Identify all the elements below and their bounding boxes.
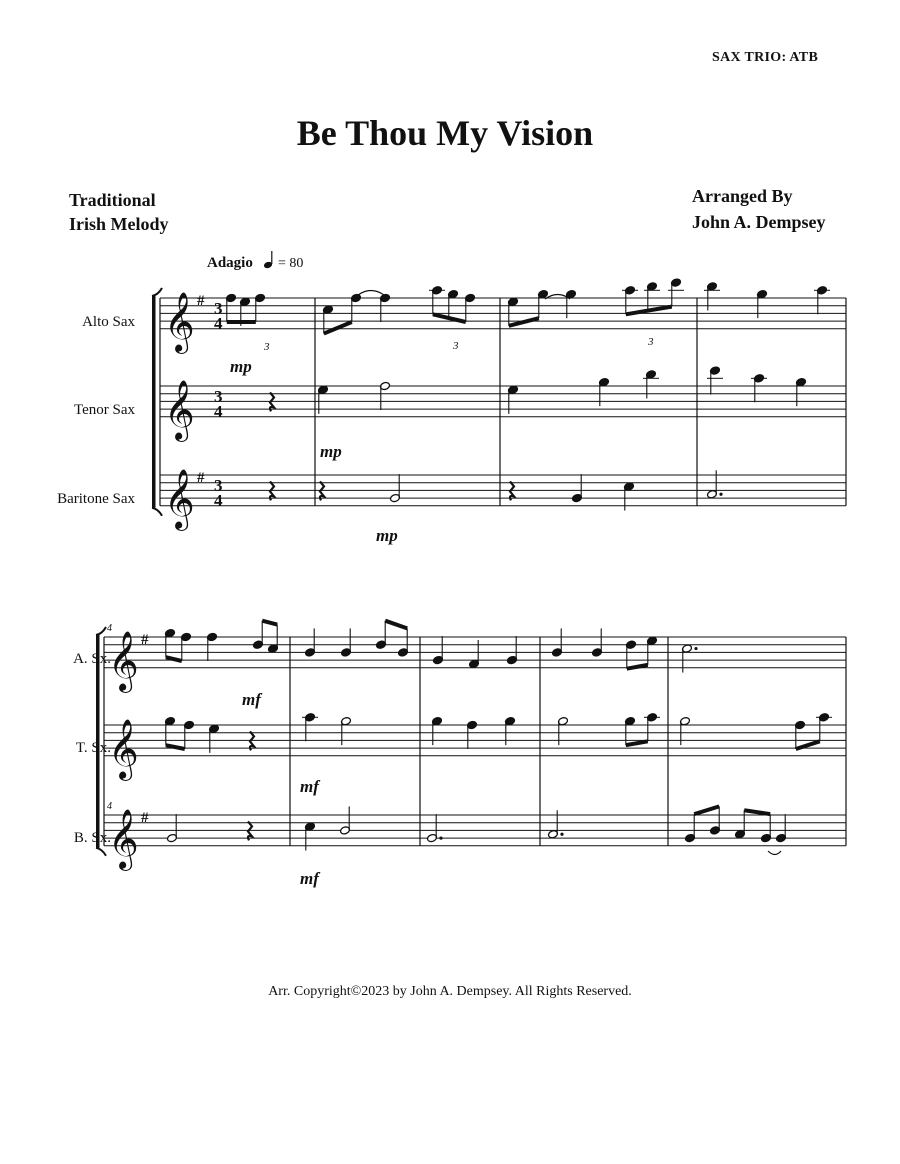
- instrument-label-baritone: Baritone Sax: [57, 491, 135, 507]
- measure-number: 4: [107, 623, 112, 634]
- copyright-notice: Arr. Copyright©2023 by John A. Dempsey. All Rights Reserved.: [268, 984, 632, 999]
- treble-clef-icon: 𝄞: [164, 293, 195, 351]
- time-signature-top: 3: [214, 387, 223, 406]
- dynamic-marking: mf: [300, 869, 319, 888]
- dynamic-marking: mp: [230, 357, 252, 376]
- composer-line-1: Traditional: [69, 190, 156, 210]
- beam: [262, 621, 277, 625]
- time-signature-bottom: 4: [214, 402, 223, 421]
- time-signature-bottom: 4: [214, 314, 223, 333]
- bracket-hook: [96, 627, 106, 635]
- tempo-marking: Adagio: [207, 255, 253, 271]
- instrument-label-baritone-short: B. Sx.: [73, 830, 111, 846]
- augmentation-dot: [719, 493, 722, 496]
- beam: [324, 322, 352, 334]
- bracket-hook: [152, 288, 162, 296]
- instrument-label-alto-short: A. Sx.: [73, 651, 111, 667]
- arranger-line-2: John A. Dempsey: [692, 212, 826, 232]
- augmentation-dot: [560, 833, 563, 836]
- instrument-label-tenor: Tenor Sax: [73, 402, 135, 418]
- beam: [694, 806, 719, 814]
- staff-lines: [104, 298, 846, 846]
- augmentation-dot: [439, 837, 442, 840]
- time-signature-bottom: 4: [214, 491, 223, 510]
- instrument-label-tenor-short: T. Sx.: [75, 740, 111, 756]
- time-signature-top: 3: [214, 476, 223, 495]
- sharp-icon: #: [197, 293, 205, 309]
- treble-clef-icon: 𝄞: [164, 470, 195, 528]
- measure-number: 4: [107, 801, 112, 812]
- ensemble-tag: SAX TRIO: ATB: [712, 50, 819, 65]
- bracket-hook: [152, 508, 162, 516]
- dynamic-marking: mp: [320, 442, 342, 461]
- tuplet-label: 3: [648, 336, 654, 348]
- composer-line-2: Irish Melody: [69, 214, 169, 234]
- augmentation-dot: [694, 647, 697, 650]
- dynamic-marking: mf: [242, 690, 261, 709]
- score-title: Be Thou My Vision: [296, 113, 594, 153]
- sharp-icon: #: [197, 470, 205, 486]
- beam: [744, 810, 770, 814]
- tempo-bpm: = 80: [278, 256, 304, 271]
- sharp-icon: #: [141, 810, 149, 826]
- treble-clef-icon: 𝄞: [108, 632, 139, 690]
- quarter-note-icon: [263, 251, 273, 269]
- tie: [768, 851, 781, 855]
- slur: [358, 291, 384, 296]
- treble-clef-icon: 𝄞: [164, 381, 195, 439]
- beam: [509, 318, 539, 326]
- sharp-icon: #: [141, 632, 149, 648]
- arranger-line-1: Arranged By: [692, 186, 793, 206]
- tuplet-label: 3: [453, 340, 459, 352]
- time-signatures: [214, 299, 223, 510]
- notes: [165, 278, 832, 855]
- tuplet-label: 3: [264, 341, 270, 353]
- barlines: [104, 298, 846, 846]
- treble-clef-icon: 𝄞: [108, 720, 139, 778]
- bracket: [152, 296, 156, 508]
- clefs: [108, 292, 195, 871]
- beam: [626, 741, 648, 745]
- bracket-hook: [96, 848, 106, 856]
- treble-clef-icon: 𝄞: [108, 810, 139, 868]
- dynamic-marking: mp: [376, 526, 398, 545]
- dynamic-marking: mf: [300, 777, 319, 796]
- time-signature-top: 3: [214, 299, 223, 318]
- instrument-label-alto: Alto Sax: [82, 314, 135, 330]
- beam: [385, 621, 407, 629]
